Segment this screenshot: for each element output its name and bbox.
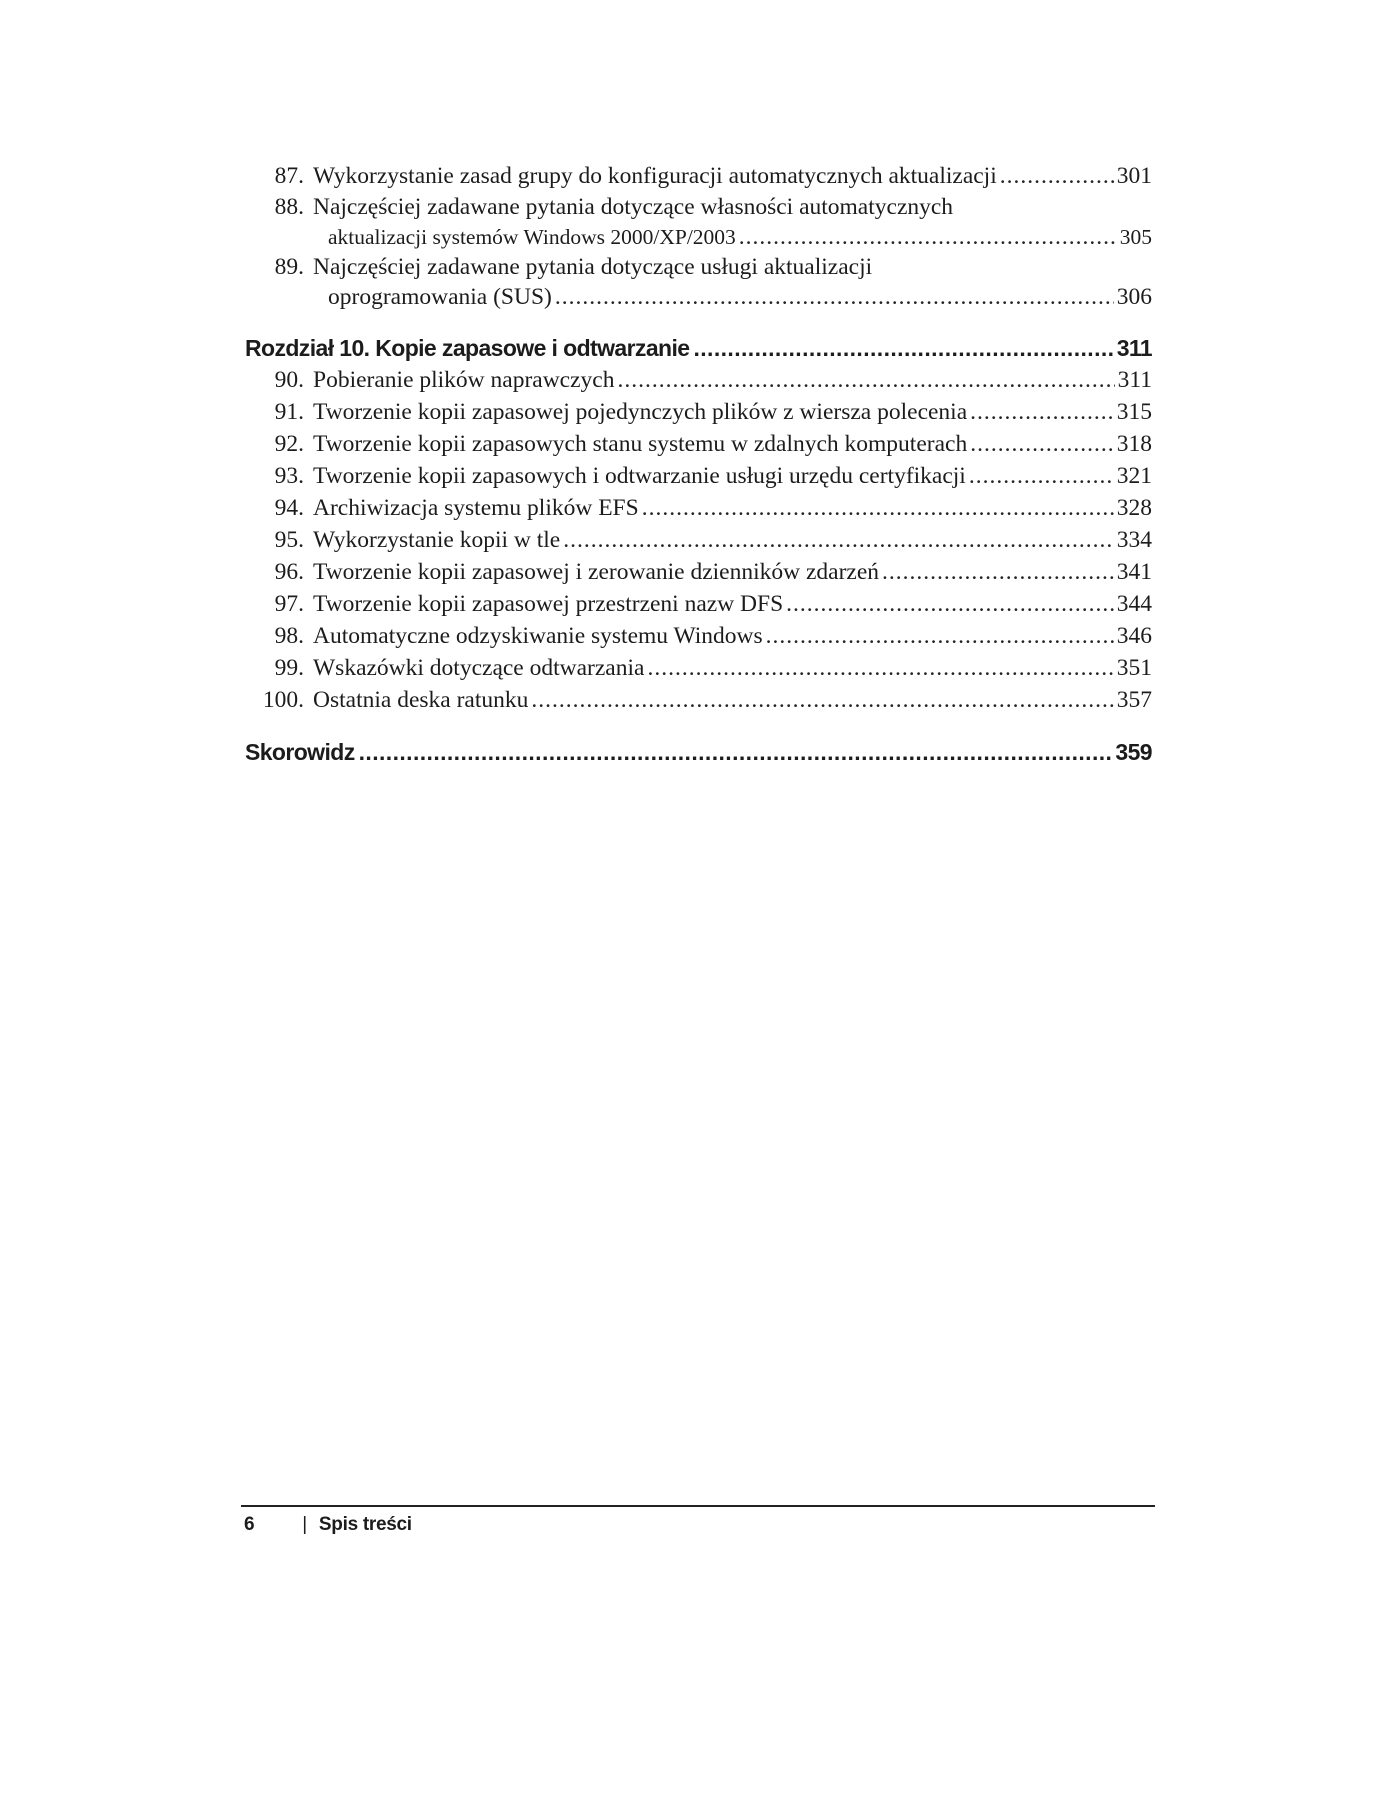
entry-number: 98. [274, 623, 304, 649]
entry-number: 95. [274, 527, 304, 553]
toc-entry-93[interactable] [247, 460, 1152, 492]
entry-page: 328 [1116, 495, 1152, 521]
entry-number: 94. [274, 495, 304, 521]
toc-index[interactable] [245, 736, 1152, 768]
entry-page: 305 [1119, 225, 1152, 249]
entry-title-line1: Najczęściej zadawane pytania dotyczące usługi aktualizacji [313, 254, 873, 280]
entry-number: 92. [274, 431, 304, 457]
entry-number: 88. [274, 194, 304, 220]
toc-entry-99[interactable] [247, 652, 1152, 684]
toc-entry-95[interactable] [247, 524, 1152, 556]
entry-title: Wskazówki dotyczące odtwarzania [313, 655, 645, 681]
entry-title: Tworzenie kopii zapasowej i zerowanie dzienników zdarzeń [313, 559, 880, 585]
entry-number: 93. [274, 463, 304, 489]
dot-leader [766, 620, 1114, 652]
index-title: Skorowidz [245, 739, 355, 765]
entry-number: 91. [274, 399, 304, 425]
toc-entry-91[interactable] [247, 396, 1152, 428]
entry-page: 306 [1116, 284, 1152, 310]
entry-number: 97. [274, 591, 304, 617]
entry-page: 341 [1116, 559, 1152, 585]
toc-entry-92[interactable] [247, 428, 1152, 460]
entry-page: 357 [1116, 687, 1152, 713]
entry-number: 90. [274, 367, 304, 393]
dot-leader [786, 588, 1114, 620]
toc-entry-87[interactable] [247, 160, 1152, 192]
entry-number: 100. [262, 687, 304, 713]
dot-leader [1000, 160, 1114, 192]
entry-number: 96. [274, 559, 304, 585]
toc-entry-96[interactable] [247, 556, 1152, 588]
entry-page: 351 [1116, 655, 1152, 681]
entry-title: Archiwizacja systemu plików EFS [313, 495, 639, 521]
dot-leader [969, 460, 1114, 492]
dot-leader [647, 652, 1113, 684]
page-footer [244, 1513, 412, 1537]
toc-entry-98[interactable] [247, 620, 1152, 652]
entry-title: Tworzenie kopii zapasowej pojedynczych plików z wiersza polecenia [313, 399, 968, 425]
entry-page: 301 [1116, 163, 1152, 189]
toc-chapter-10[interactable] [245, 332, 1152, 364]
chapter-page: 311 [1116, 335, 1152, 361]
dot-leader [563, 524, 1114, 556]
entry-page: 318 [1116, 431, 1152, 457]
entry-number: 89. [274, 254, 304, 280]
entry-page: 311 [1117, 367, 1152, 393]
entry-title: Automatyczne odzyskiwanie systemu Windows [313, 623, 763, 649]
entry-title: Wykorzystanie zasad grupy do konfiguracji automatycznych aktualizacji [313, 163, 997, 189]
entry-title: Tworzenie kopii zapasowej przestrzeni nazw DFS [313, 591, 784, 617]
toc-entry-88[interactable] [247, 192, 1152, 252]
entry-page: 334 [1116, 527, 1152, 553]
entry-number: 99. [274, 655, 304, 681]
dot-leader [693, 332, 1112, 364]
entry-title: Tworzenie kopii zapasowych stanu systemu w zdalnych komputerach [313, 431, 968, 457]
toc-entry-89[interactable] [247, 252, 1152, 312]
footer-separator: | [302, 1514, 307, 1535]
index-page: 359 [1115, 739, 1152, 765]
entry-number: 87. [274, 163, 304, 189]
entry-page: 315 [1116, 399, 1152, 425]
dot-leader [531, 684, 1113, 716]
toc-entry-90[interactable] [247, 364, 1152, 396]
dot-leader [555, 282, 1114, 312]
entry-title: Tworzenie kopii zapasowych i odtwarzanie usługi urzędu certyfikacji [313, 463, 966, 489]
entry-title-line2: oprogramowania (SUS) [328, 284, 552, 310]
toc-entry-94[interactable] [247, 492, 1152, 524]
entry-title-line2: aktualizacji systemów Windows 2000/XP/2003 [328, 225, 736, 249]
dot-leader [970, 396, 1114, 428]
running-section-title: Spis treści [318, 1514, 412, 1535]
dot-leader [359, 736, 1112, 768]
toc-entry-97[interactable] [247, 588, 1152, 620]
entry-page: 321 [1116, 463, 1152, 489]
toc-entry-100[interactable] [247, 684, 1152, 716]
dot-leader [617, 364, 1114, 396]
entry-title: Ostatnia deska ratunku [313, 687, 529, 713]
dot-leader [739, 222, 1117, 252]
chapter-title: Rozdział 10. Kopie zapasowe i odtwarzanie [245, 335, 690, 361]
entry-title-line1: Najczęściej zadawane pytania dotyczące własności automatycznych [313, 194, 954, 220]
entry-page: 346 [1116, 623, 1152, 649]
footer-rule [241, 1505, 1155, 1507]
dot-leader [970, 428, 1114, 460]
entry-page: 344 [1116, 591, 1152, 617]
entry-title: Wykorzystanie kopii w tle [313, 527, 561, 553]
dot-leader [882, 556, 1114, 588]
table-of-contents [247, 160, 1152, 768]
entry-title: Pobieranie plików naprawczych [313, 367, 615, 393]
dot-leader [642, 492, 1114, 524]
page-number: 6 [244, 1514, 255, 1535]
